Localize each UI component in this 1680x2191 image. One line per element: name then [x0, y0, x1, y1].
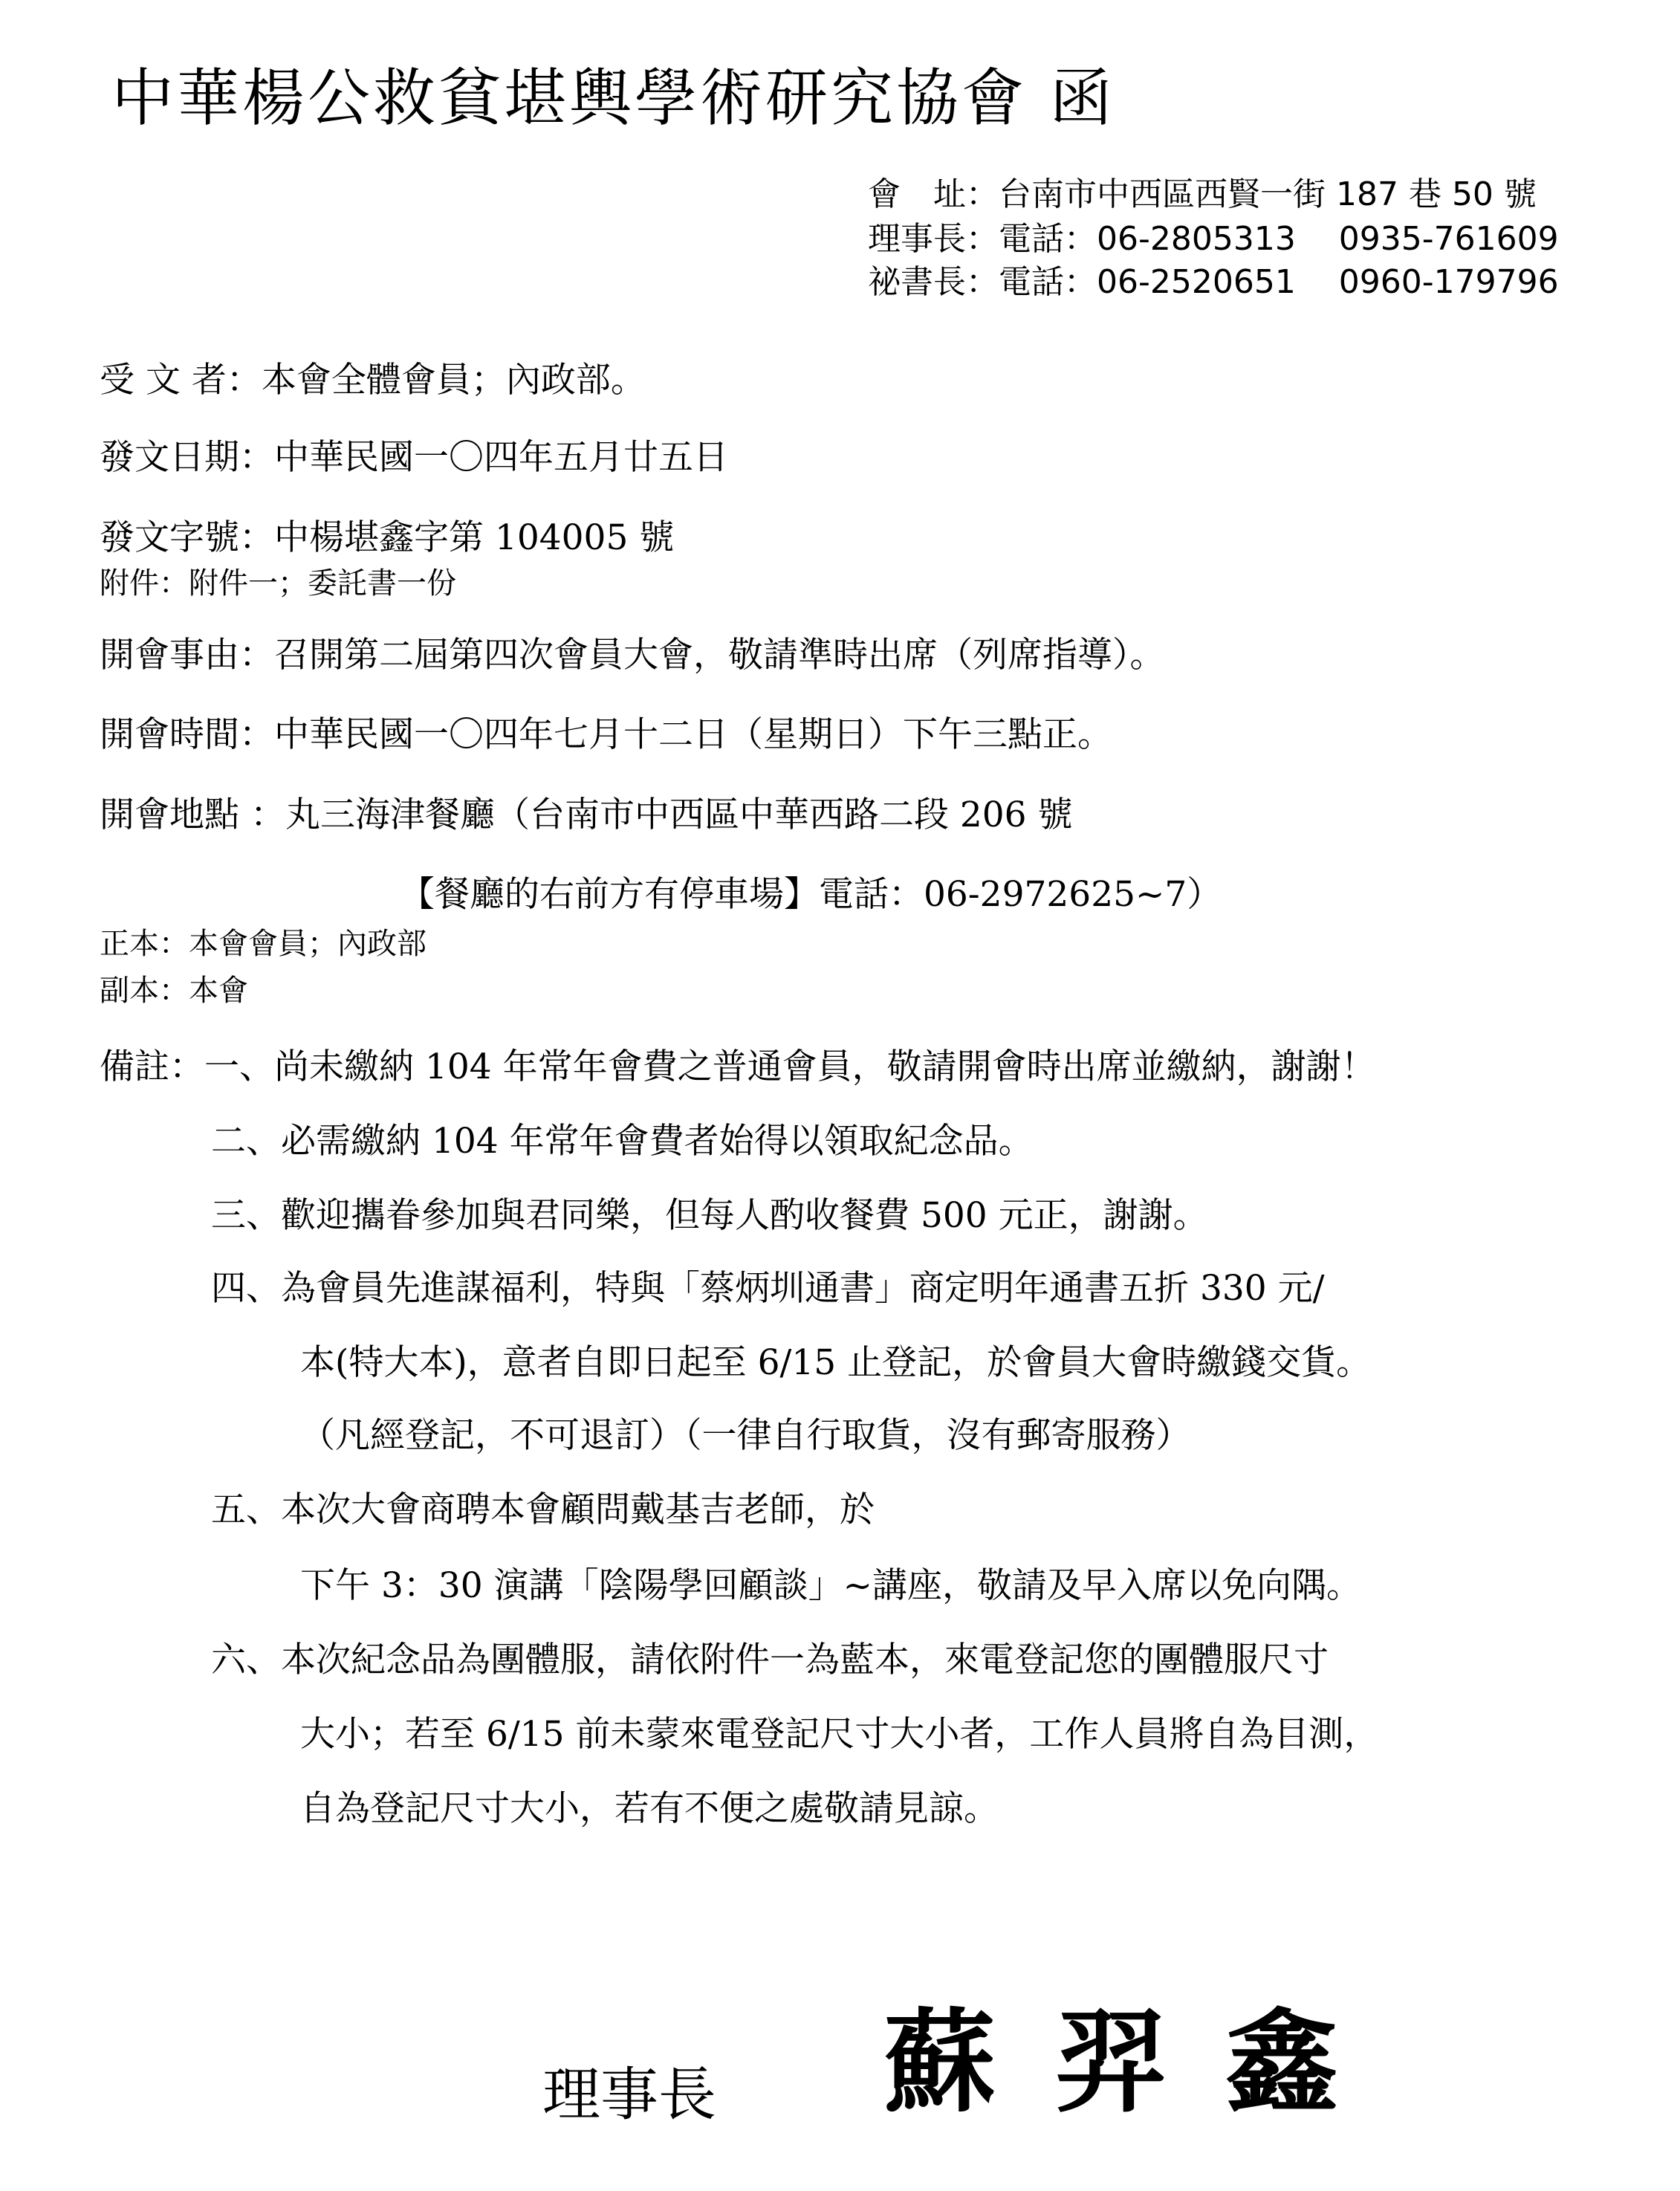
attachment-line: 附件：附件一；委託書一份: [100, 566, 456, 601]
meeting-reason-line: 開會事由：召開第二屆第四次會員大會，敬請準時出席（列席指導）。: [100, 635, 1165, 676]
meeting-time-line: 開會時間：中華民國一〇四年七月十二日（星期日）下午三點正。: [100, 714, 1112, 755]
note-item-3: 三、歡迎攜眷參加與君同樂，但每人酌收餐費 500 元正，謝謝。: [211, 1195, 1208, 1236]
recipient-line: 受 文 者：本會全體會員；內政部。: [100, 360, 646, 401]
note-item-2: 二、必需繳納 104 年常年會費者始得以領取紀念品。: [211, 1121, 1034, 1162]
letter-title: 中華楊公救貧堪輿學術研究協會 函: [111, 62, 1115, 135]
original-copy-line: 正本：本會會員；內政部: [100, 927, 427, 961]
signature-name: 蘇羿鑫: [884, 1997, 1398, 2128]
secretary-contact: 祕書長：電話：06-2520651 0960-179796: [868, 263, 1559, 301]
note-item-4-cont-2: （凡經登記，不可退訂）（一律自行取貨，沒有郵寄服務）: [300, 1415, 1191, 1456]
signature-title: 理事長: [542, 2062, 717, 2129]
note-item-6: 六、本次紀念品為團體服，請依附件一為藍本，來電登記您的團體服尺寸: [211, 1640, 1329, 1680]
note-item-1: 備註：一、尚未繳納 104 年常年會費之普通會員，敬請開會時出席並繳納，謝謝！: [100, 1046, 1376, 1087]
association-address: 會 址：台南市中西區西賢一街 187 巷 50 號: [868, 175, 1537, 213]
document-number-line: 發文字號：中楊堪鑫字第 104005 號: [100, 517, 675, 558]
issue-date-line: 發文日期：中華民國一〇四年五月廿五日: [100, 437, 728, 478]
note-item-6-cont-1: 大小；若至 6/15 前未蒙來電登記尺寸大小者，工作人員將自為目測，: [300, 1714, 1379, 1755]
chairman-contact: 理事長：電話：06-2805313 0935-761609: [868, 220, 1559, 258]
note-item-4: 四、為會員先進謀福利，特與「蔡炳圳通書」商定明年通書五折 330 元/: [211, 1268, 1325, 1309]
duplicate-copy-line: 副本：本會: [100, 974, 248, 1008]
meeting-place-continuation: 【餐廳的右前方有停車場】電話：06-2972625~7）: [400, 874, 1222, 915]
note-item-6-cont-2: 自為登記尺寸大小，若有不便之處敬請見諒。: [300, 1788, 999, 1829]
note-item-5-cont: 下午 3：30 演講「陰陽學回顧談」~講座，敬請及早入席以免向隅。: [300, 1565, 1361, 1606]
note-item-4-cont-1: 本(特大本)，意者自即日起至 6/15 止登記，於會員大會時繳錢交貨。: [300, 1342, 1372, 1383]
meeting-place-line: 開會地點 ：丸三海津餐廳（台南市中西區中華西路二段 206 號: [100, 794, 1073, 835]
note-item-5: 五、本次大會商聘本會顧問戴基吉老師，於: [211, 1489, 875, 1530]
